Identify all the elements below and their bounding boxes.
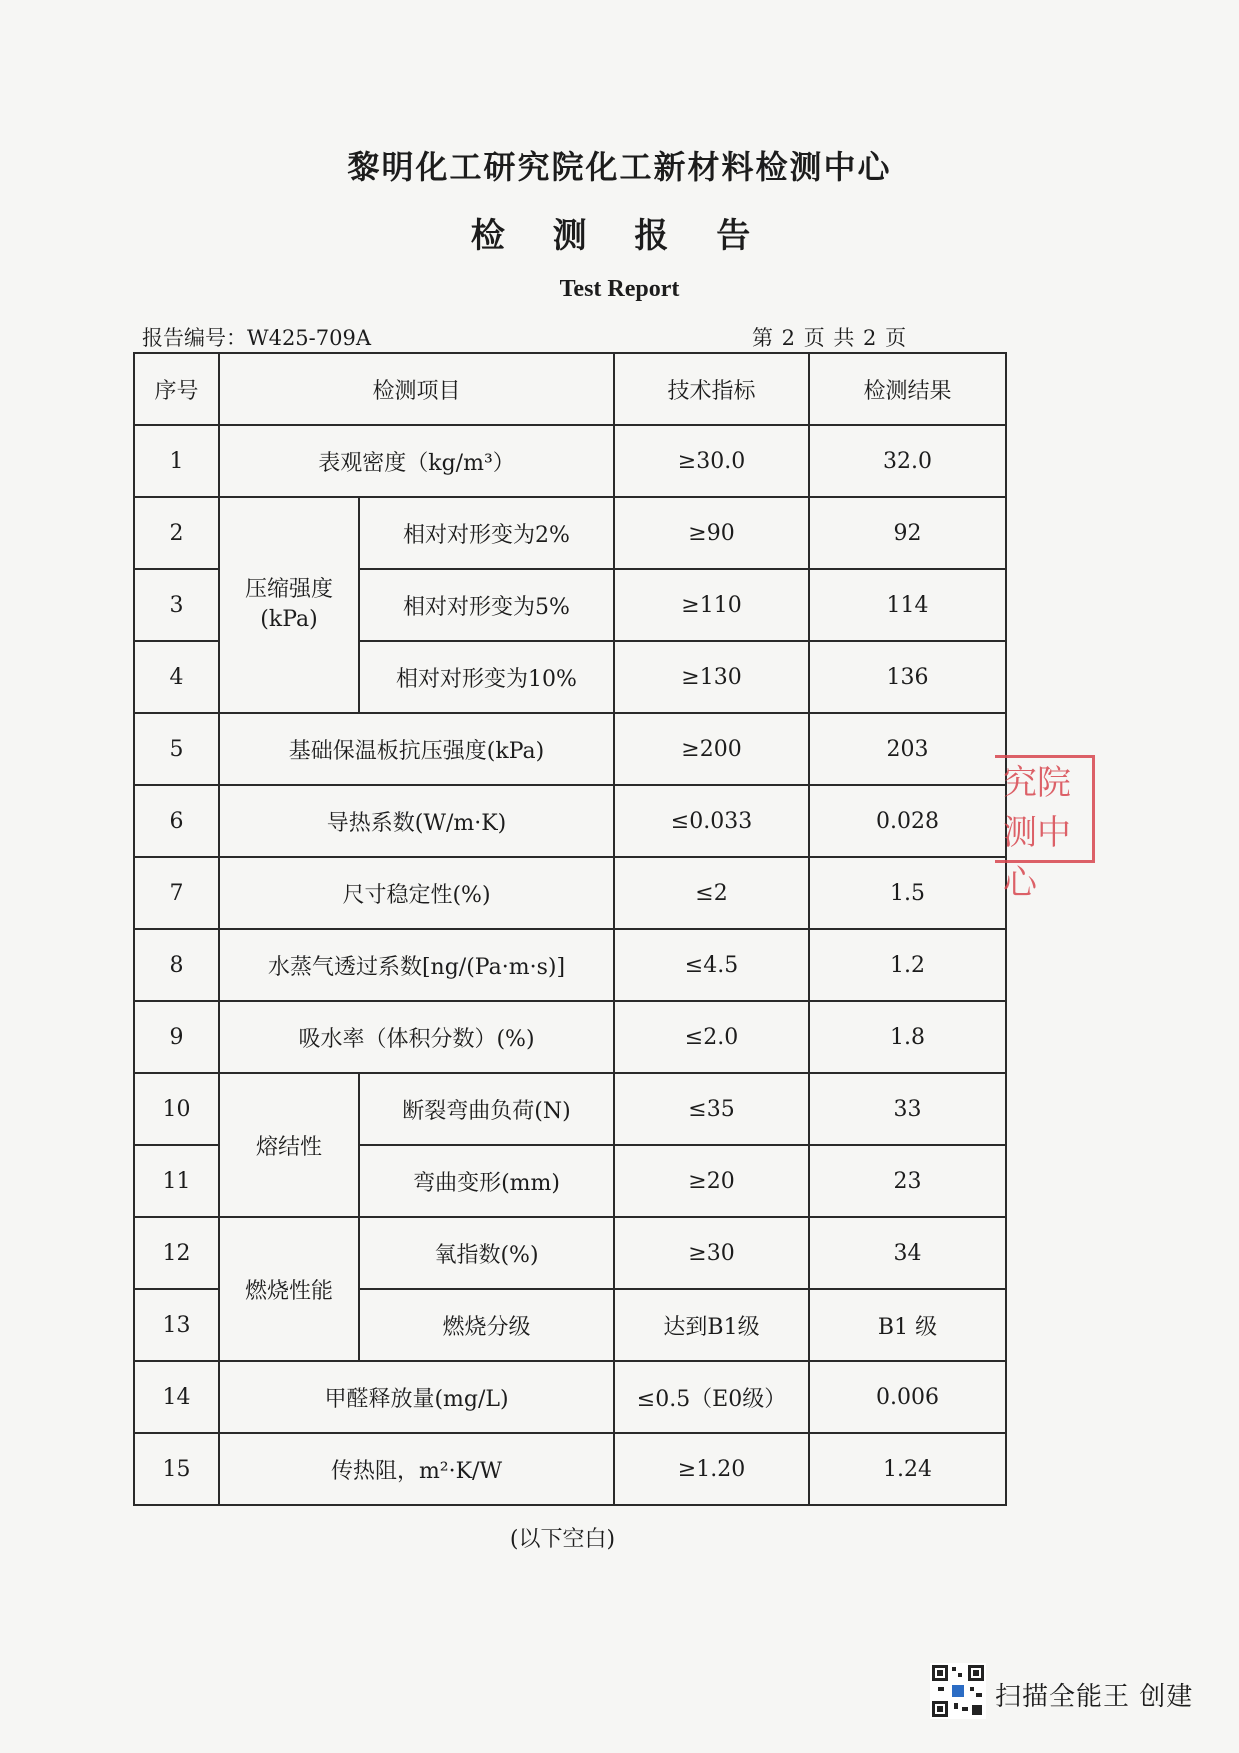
results-table: [133, 352, 1007, 1506]
row-no: 14: [134, 1361, 219, 1433]
scanner-watermark-text: 扫描全能王 创建: [995, 1682, 1194, 1712]
row-spec: ≤4.5: [614, 929, 809, 1001]
row-item: 表观密度（kg/m³）: [219, 425, 614, 497]
row-item: 相对对形变为5%: [359, 569, 614, 641]
row-no: 6: [134, 785, 219, 857]
report-number: 报告编号：W425-709A: [142, 326, 372, 350]
row-item: 尺寸稳定性(%): [219, 857, 614, 929]
row-no: 7: [134, 857, 219, 929]
row-group-label: 燃烧性能: [219, 1217, 359, 1361]
column-header-result: 检测结果: [809, 353, 1006, 425]
row-no: 9: [134, 1001, 219, 1073]
row-spec: ≤2: [614, 857, 809, 929]
row-result: 0.028: [809, 785, 1006, 857]
row-result: 1.5: [809, 857, 1006, 929]
row-result: 114: [809, 569, 1006, 641]
table-row: [134, 1073, 1006, 1145]
row-item: 燃烧分级: [359, 1289, 614, 1361]
red-seal-stamp: [995, 755, 1095, 903]
row-spec: ≤2.0: [614, 1001, 809, 1073]
row-spec: ≤35: [614, 1073, 809, 1145]
row-item: 导热系数(W/m·K): [219, 785, 614, 857]
row-no: 12: [134, 1217, 219, 1289]
row-no: 2: [134, 497, 219, 569]
row-result: 203: [809, 713, 1006, 785]
row-no: 11: [134, 1145, 219, 1217]
page-info: 第 2 页 共 2 页: [752, 326, 908, 350]
row-no: 5: [134, 713, 219, 785]
row-result: 1.8: [809, 1001, 1006, 1073]
row-spec: 达到B1级: [614, 1289, 809, 1361]
row-result: 1.2: [809, 929, 1006, 1001]
row-no: 10: [134, 1073, 219, 1145]
row-spec: ≥1.20: [614, 1433, 809, 1505]
row-item: 相对对形变为10%: [359, 641, 614, 713]
row-spec: ≤0.033: [614, 785, 809, 857]
row-spec: ≤0.5（E0级）: [614, 1361, 809, 1433]
row-item: 断裂弯曲负荷(N): [359, 1073, 614, 1145]
row-item: 甲醛释放量(mg/L): [219, 1361, 614, 1433]
row-group-label: 熔结性: [219, 1073, 359, 1217]
table-row: [134, 785, 1006, 857]
blank-below-note: (以下空白): [509, 1527, 616, 1552]
seal-line-2: 测中心: [1003, 813, 1071, 903]
row-result: 92: [809, 497, 1006, 569]
column-header-item: 检测项目: [219, 353, 614, 425]
table-row: [134, 857, 1006, 929]
table-row: [134, 713, 1006, 785]
row-spec: ≥200: [614, 713, 809, 785]
report-title-english: Test Report: [559, 276, 680, 302]
row-item: 吸水率（体积分数）(%): [219, 1001, 614, 1073]
column-header-spec: 技术指标: [614, 353, 809, 425]
row-no: 1: [134, 425, 219, 497]
row-item: 相对对形变为2%: [359, 497, 614, 569]
row-spec: ≥30: [614, 1217, 809, 1289]
row-no: 3: [134, 569, 219, 641]
row-spec: ≥90: [614, 497, 809, 569]
row-item: 传热阻，m²·K/W: [219, 1433, 614, 1505]
row-spec: ≥20: [614, 1145, 809, 1217]
row-result: 33: [809, 1073, 1006, 1145]
column-header-no: 序号: [134, 353, 219, 425]
row-no: 4: [134, 641, 219, 713]
row-item: 水蒸气透过系数[ng/(Pa·m·s)]: [219, 929, 614, 1001]
row-no: 15: [134, 1433, 219, 1505]
row-no: 8: [134, 929, 219, 1001]
table-row: [134, 1217, 1006, 1289]
table-row: [134, 929, 1006, 1001]
row-item: 氧指数(%): [359, 1217, 614, 1289]
table-row: [134, 1433, 1006, 1505]
row-item: 弯曲变形(mm): [359, 1145, 614, 1217]
row-item: 基础保温板抗压强度(kPa): [219, 713, 614, 785]
report-title: 检 测 报 告: [470, 216, 769, 256]
table-row: [134, 497, 1006, 569]
organization-title: 黎明化工研究院化工新材料检测中心: [347, 148, 892, 186]
row-result: B1 级: [809, 1289, 1006, 1361]
row-spec: ≥130: [614, 641, 809, 713]
row-result: 136: [809, 641, 1006, 713]
row-result: 1.24: [809, 1433, 1006, 1505]
row-result: 23: [809, 1145, 1006, 1217]
table-row: [134, 1361, 1006, 1433]
table-header-row: [134, 353, 1006, 425]
row-no: 13: [134, 1289, 219, 1361]
row-spec: ≥110: [614, 569, 809, 641]
row-result: 32.0: [809, 425, 1006, 497]
row-result: 0.006: [809, 1361, 1006, 1433]
table-row: [134, 425, 1006, 497]
row-group-label: 压缩强度 (kPa): [219, 497, 359, 713]
row-result: 34: [809, 1217, 1006, 1289]
table-row: [134, 1001, 1006, 1073]
row-spec: ≥30.0: [614, 425, 809, 497]
qr-code-icon: [930, 1663, 986, 1719]
seal-line-1: 究院: [1003, 763, 1071, 803]
